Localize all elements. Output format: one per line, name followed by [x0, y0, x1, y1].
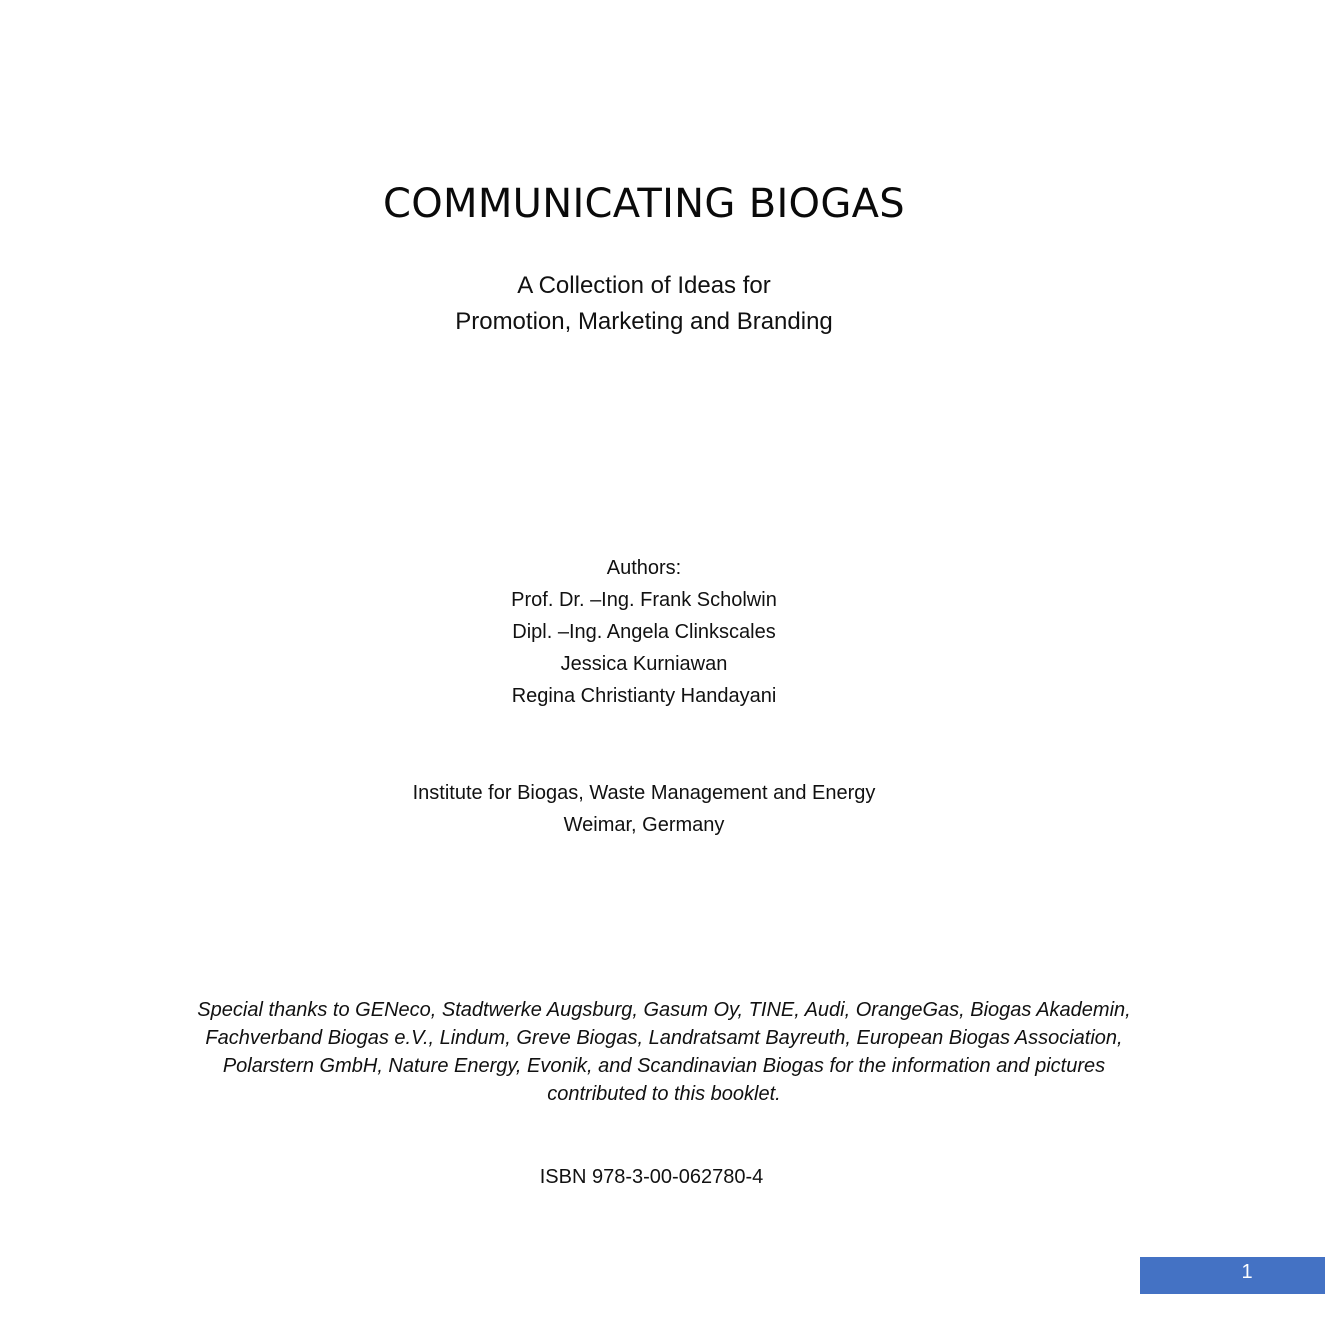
subtitle-line-1: A Collection of Ideas for [517, 272, 771, 299]
page-number: 1 [1241, 1261, 1253, 1283]
page-title: COMMUNICATING BIOGAS [383, 181, 905, 227]
author-name: Regina Christianty Handayani [511, 685, 777, 707]
author-name: Jessica Kurniawan [560, 653, 728, 675]
institute-location: Weimar, Germany [563, 814, 725, 836]
subtitle [0, 268, 1288, 340]
acknowledgement-text: Special thanks to GENeco, Stadtwerke Augsburg, Gasum Oy, TINE, Audi, OrangeGas, Biogas Akademin, Fachverband Biogas e.V., Lindum, Greve Biogas, Landratsamt Bayreuth, European Biogas Association, Polarstern GmbH, Nature Energy, Evonik, and Scandinavian Biogas for the information and pictures contributed to this booklet. [197, 999, 1131, 1105]
subtitle-line-2: Promotion, Marketing and Branding [455, 308, 833, 335]
authors-heading: Authors: [606, 557, 682, 579]
author-name: Dipl. –Ing. Angela Clinkscales [512, 621, 776, 643]
page-number-badge [1140, 1257, 1325, 1294]
isbn-number: ISBN 978-3-00-062780-4 [539, 1166, 764, 1188]
institute-name: Institute for Biogas, Waste Management and Energy [412, 782, 876, 804]
institute-block [0, 777, 1288, 841]
authors-block [0, 552, 1288, 712]
author-name: Prof. Dr. –Ing. Frank Scholwin [511, 589, 777, 611]
